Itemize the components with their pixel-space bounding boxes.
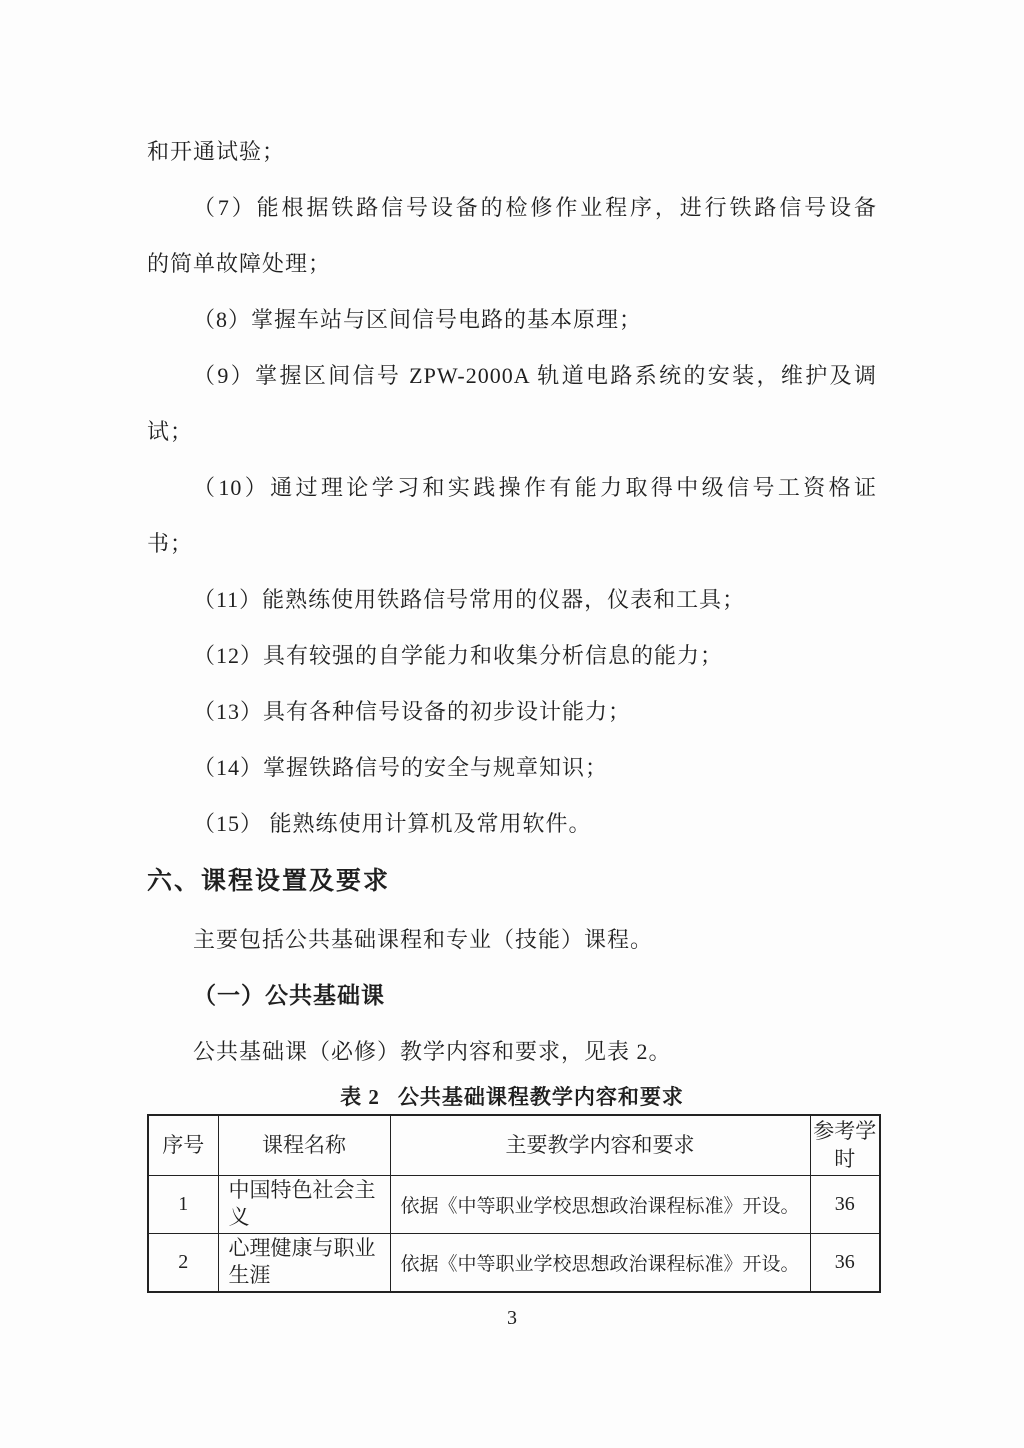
subsection-heading: （一）公共基础课: [193, 983, 385, 1008]
column-header-hours: 参考学时: [810, 1115, 880, 1175]
page-content: [147, 124, 877, 1293]
cell-row1-hours: 36: [810, 1175, 880, 1233]
course-table: [147, 1114, 881, 1293]
body-line-item9-a: （9）掌握区间信号 ZPW-2000A 轨道电路系统的安装，维护及调: [193, 363, 877, 388]
cell-row2-course: 心理健康与职业生涯: [218, 1233, 390, 1292]
table-row: [148, 1233, 880, 1292]
page-number: 3: [507, 1307, 517, 1329]
body-line-item10-b: 书；: [147, 531, 194, 556]
column-header-course: 课程名称: [218, 1115, 390, 1175]
body-line-item15: （15） 能熟练使用计算机及常用软件。: [193, 811, 592, 836]
body-line-item11: （11）能熟练使用铁路信号常用的仪器，仪表和工具；: [193, 587, 746, 612]
body-line-item7-a: （7）能根据铁路信号设备的检修作业程序，进行铁路信号设备: [193, 195, 877, 220]
body-line-item14: （14）掌握铁路信号的安全与规章知识；: [193, 755, 609, 780]
section-heading: 六、课程设置及要求: [147, 868, 391, 895]
cell-row2-content: 依据《中等职业学校思想政治课程标准》开设。: [390, 1233, 810, 1292]
body-line-item12: （12）具有较强的自学能力和收集分析信息的能力；: [193, 643, 724, 668]
table-row: [148, 1175, 880, 1233]
table-caption: [147, 1080, 877, 1114]
column-header-content: 主要教学内容和要求: [390, 1115, 810, 1175]
cell-row2-no: 2: [148, 1233, 218, 1292]
body-line-item13: （13）具有各种信号设备的初步设计能力；: [193, 699, 632, 724]
body-line-item8: （8）掌握车站与区间信号电路的基本原理；: [193, 307, 643, 332]
body-line-item7-b: 的简单故障处理；: [147, 251, 332, 276]
body-line-item10-a: （10）通过理论学习和实践操作有能力取得中级信号工资格证: [193, 475, 877, 500]
cell-row1-course: 中国特色社会主义: [218, 1175, 390, 1233]
section-intro: 主要包括公共基础课程和专业（技能）课程。: [193, 927, 654, 952]
body-line-continuation: 和开通试验；: [147, 139, 286, 164]
column-header-no: 序号: [148, 1115, 218, 1175]
table-caption-title: 公共基础课程教学内容和要求: [397, 1085, 684, 1109]
table-reference-note: 公共基础课（必修）教学内容和要求，见表 2。: [193, 1039, 672, 1064]
table-header-row: [148, 1115, 880, 1175]
body-line-item9-b: 试；: [147, 419, 194, 444]
cell-row1-no: 1: [148, 1175, 218, 1233]
table-caption-label: 表 2: [340, 1085, 380, 1109]
cell-row1-content: 依据《中等职业学校思想政治课程标准》开设。: [390, 1175, 810, 1233]
cell-row2-hours: 36: [810, 1233, 880, 1292]
